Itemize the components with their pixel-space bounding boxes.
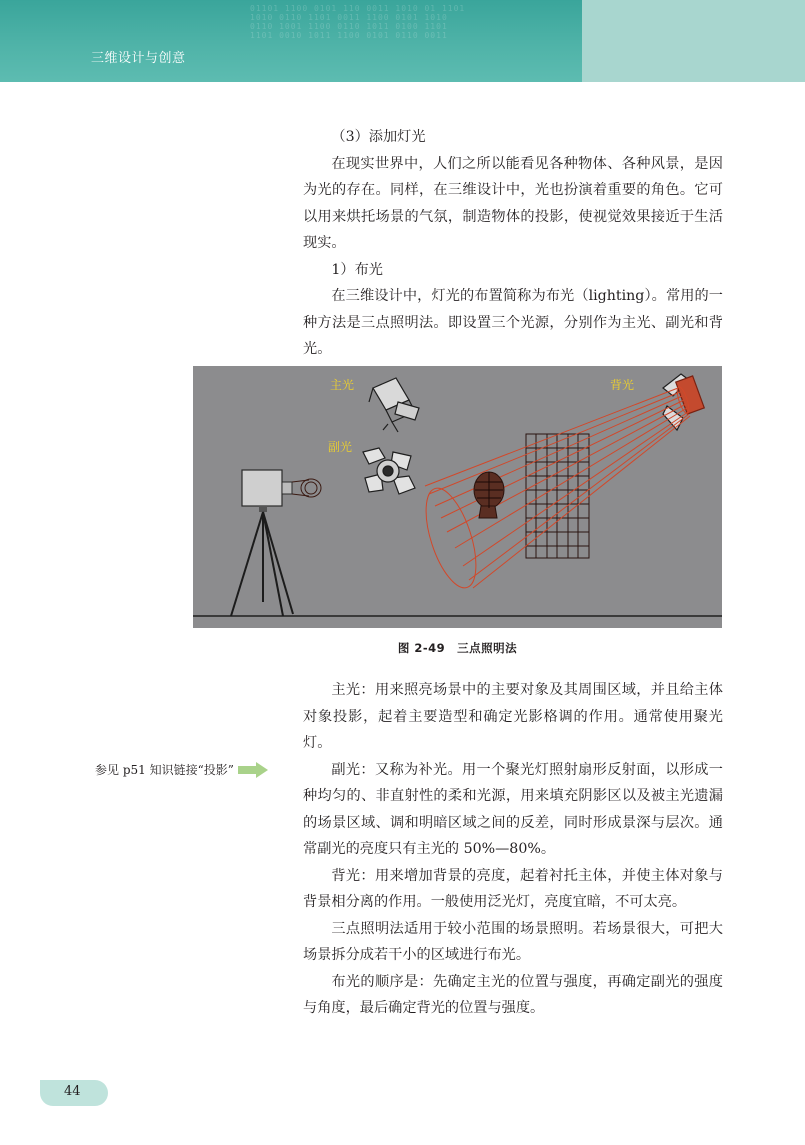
book-title: 三维设计与创意 (91, 51, 186, 66)
body-text (303, 677, 723, 1022)
back-light-paragraph: 背光：用来增加背景的亮度，起着衬托主体，并使主体对象与背景相分离的作用。一般使用泛光灯，亮度宜暗，不可太亮。 (303, 867, 723, 910)
arrow-right-icon (238, 762, 268, 778)
lighting-intro-paragraph: 在三维设计中，灯光的布置简称为布光（lighting）。常用的一种方法是三点照明法。即设置三个光源，分别作为主光、副光和背光。 (303, 288, 723, 357)
figure-caption: 图 2-49 三点照明法 (397, 641, 518, 655)
figure-illustration (193, 366, 722, 628)
order-paragraph: 布光的顺序是：先确定主光的位置与强度，再确定副光的强度与角度，最后确定背光的位置与强度。 (303, 973, 723, 1016)
three-point-lighting-figure (193, 366, 722, 628)
margin-note: 参见 p51 知识链接“投影” (95, 763, 234, 777)
page-number: 44 (64, 1084, 81, 1099)
key-light-paragraph: 主光：用来照亮场景中的主要对象及其周围区域，并且给主体对象投影，起着主要造型和确定光影格调的作用。通常使用聚光灯。 (303, 682, 723, 751)
intro-paragraph: 在现实世界中，人们之所以能看见各种物体、各种风景，是因为光的存在。同样，在三维设计中，光也扮演着重要的角色。它可以用来烘托场景的气氛，制造物体的投影，使视觉效果接近于生活现实。 (303, 155, 723, 251)
fill-light-paragraph: 副光：又称为补光。用一个聚光灯照射扇形反射面，以形成一种均匀的、非直射性的柔和光源，用来填充阴影区以及被主光遗漏的场景区域、调和明暗区域之间的反差，同时形成景深与层次。通常副光的亮度只有主光的 50%—80%。 (303, 761, 723, 857)
fill-light-label: 副光 (328, 440, 353, 454)
section-heading: （3）添加灯光 (331, 129, 426, 145)
subheading: 1）布光 (331, 261, 383, 278)
back-light-label: 背光 (610, 378, 635, 392)
section-text (303, 124, 723, 363)
usage-paragraph: 三点照明法适用于较小范围的场景照明。若场景很大，可把大场景拆分成若干小的区域进行布光。 (303, 920, 723, 963)
page-header (0, 0, 805, 82)
header-banner (0, 0, 582, 82)
key-light-label: 主光 (330, 378, 355, 392)
header-decoration: 01101 1100 0101 110 0011 1010 01 1101 1010 0110 1101 0011 1100 0101 1010 0110 1001 1100 0110 1011 0100 1101 1101 0010 1011 1100 0101 0110 0011 (250, 4, 466, 40)
